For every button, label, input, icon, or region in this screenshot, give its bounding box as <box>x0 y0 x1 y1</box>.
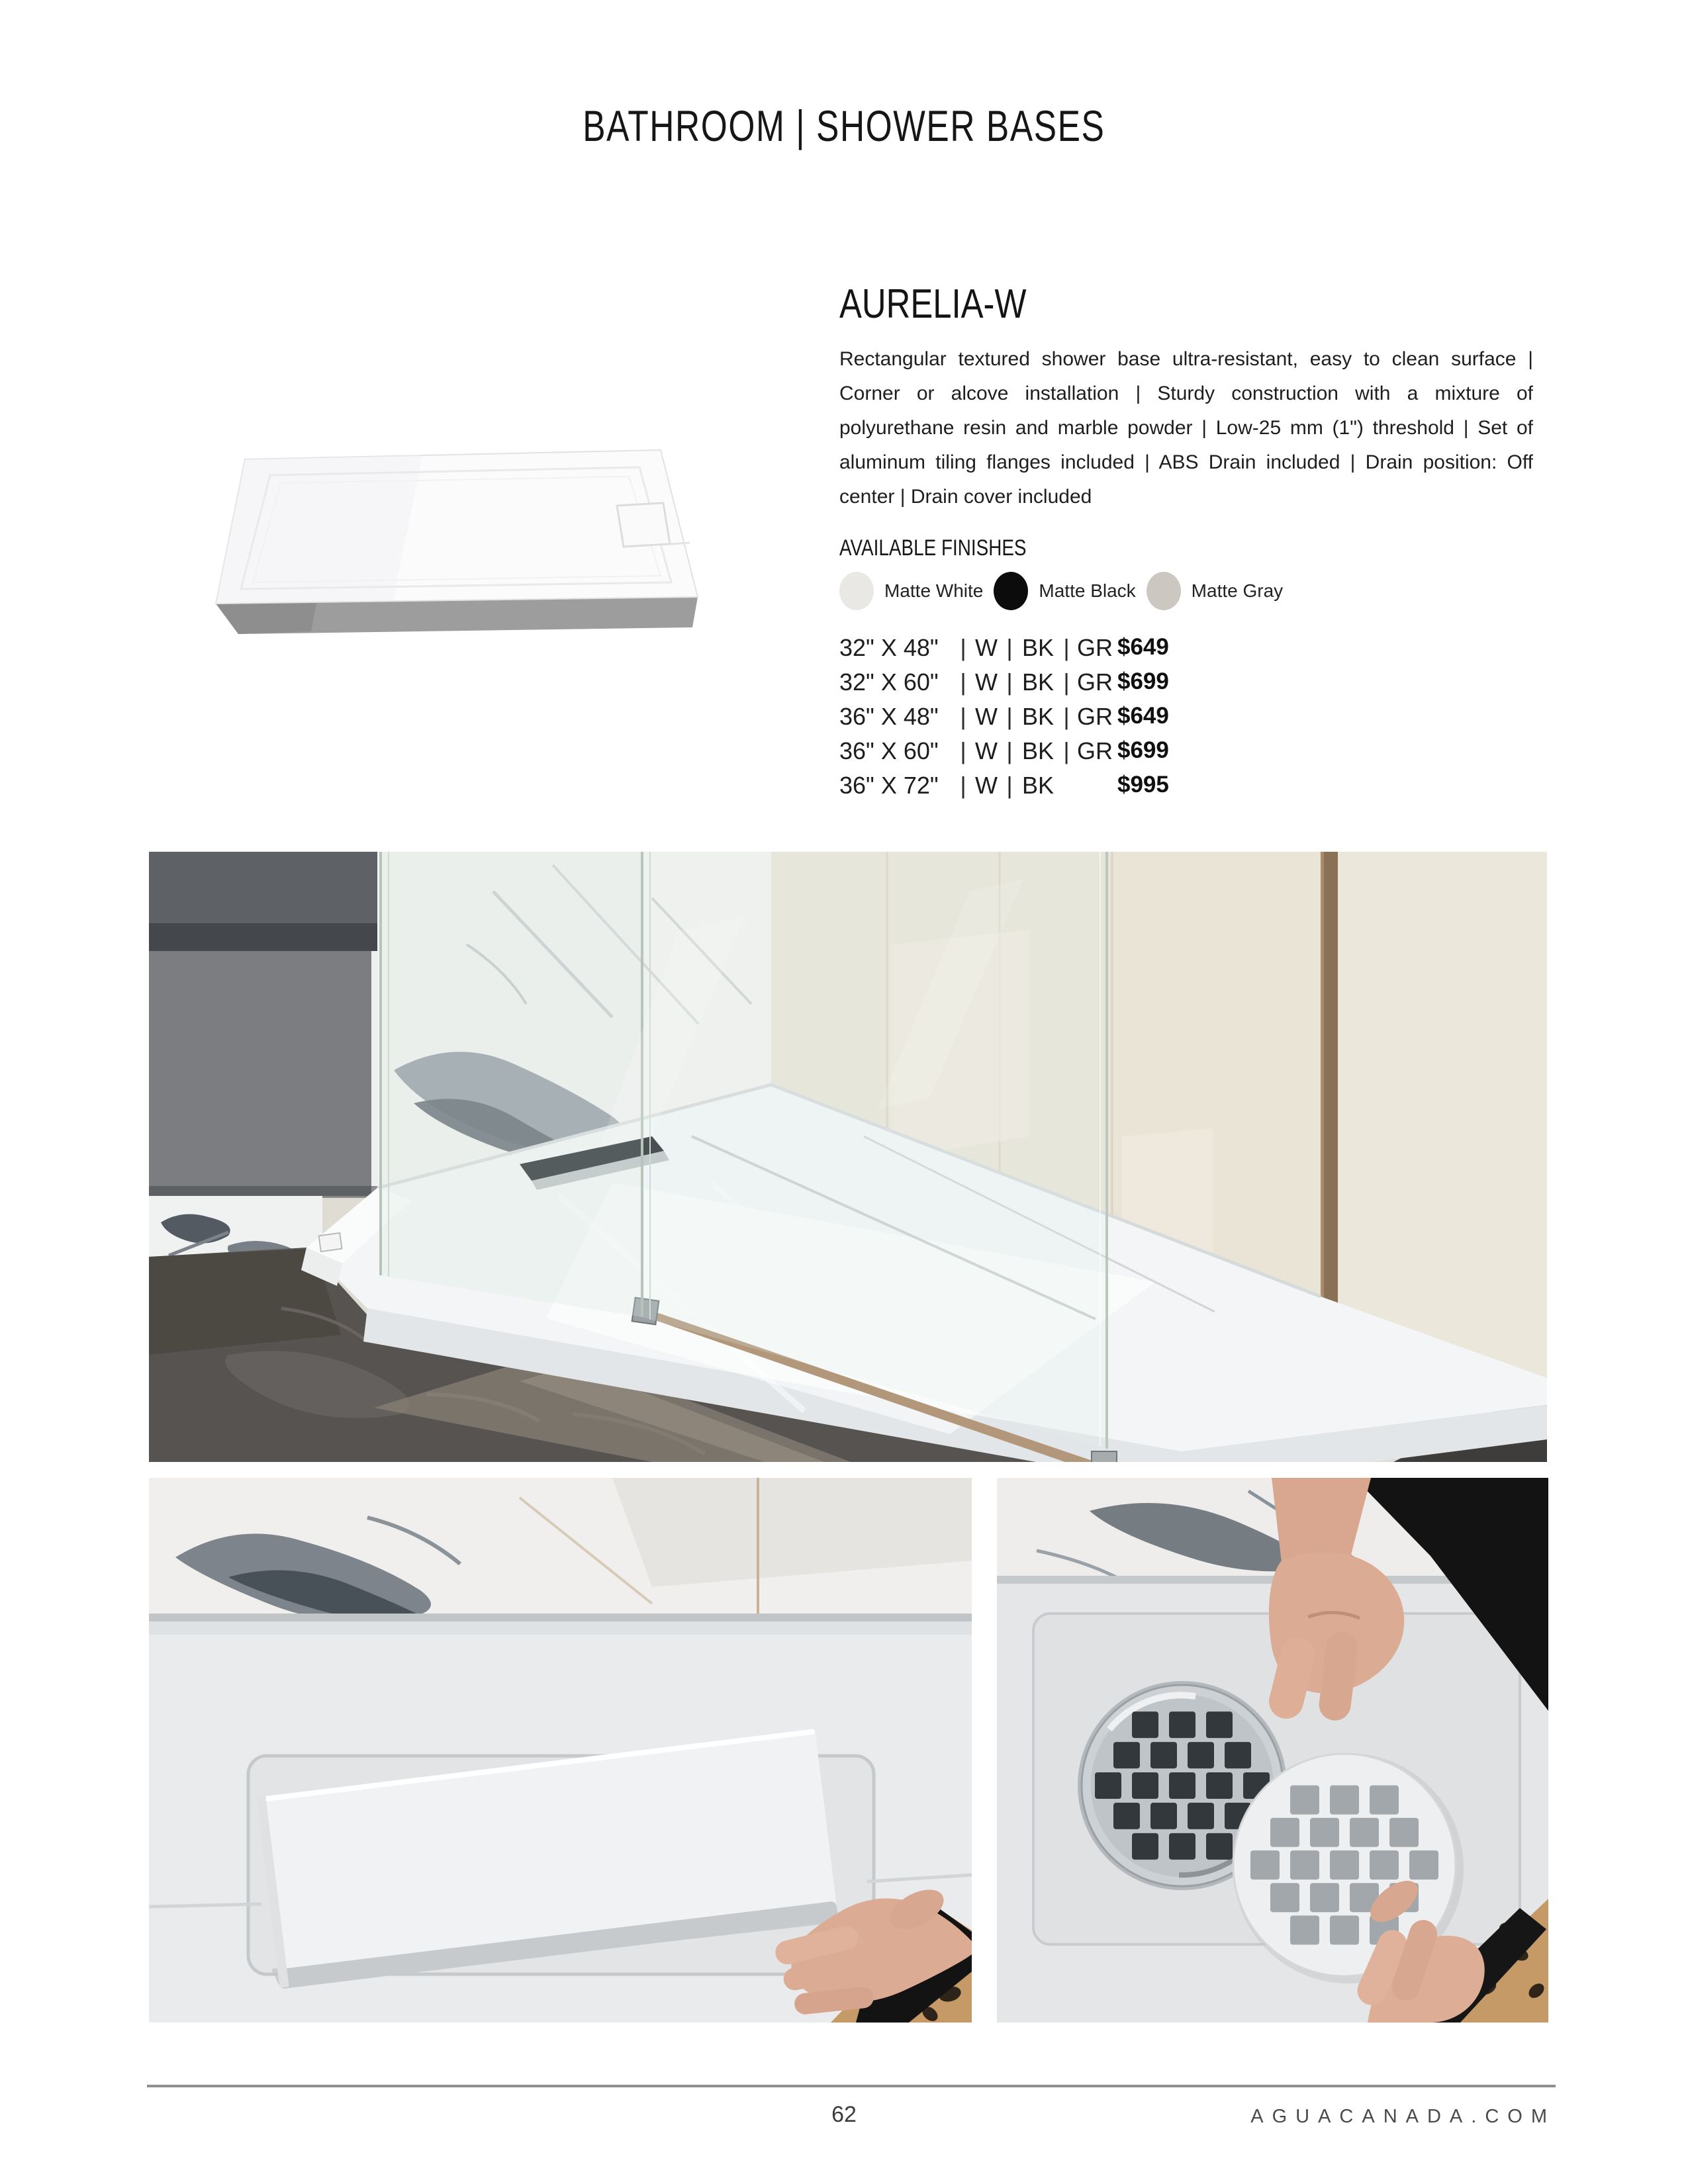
cabinet-edge-highlight <box>371 951 377 1196</box>
price-cell: $699 <box>1117 668 1169 694</box>
drain-grate-graphic <box>997 1478 1548 2023</box>
separator: | <box>960 737 966 764</box>
available-finishes-label <box>839 535 1561 561</box>
drain-hole <box>1389 1818 1419 1847</box>
drain-hole <box>1132 1711 1158 1738</box>
size-cell: 32" X 60" <box>839 668 939 696</box>
drain-grate-photo <box>997 1478 1548 2023</box>
product-info-panel <box>839 281 1561 806</box>
drain-cover-placement-photo <box>149 1478 972 2023</box>
finish-cell: GR <box>1077 703 1113 730</box>
separator: | <box>1063 703 1070 730</box>
footer-divider <box>147 2085 1556 2087</box>
size-cell: 32" X 48" <box>839 634 939 661</box>
separator: | <box>1006 737 1013 764</box>
glass-pane-left <box>381 852 642 1317</box>
drain-hole <box>1169 1833 1196 1860</box>
drain-hole <box>1113 1803 1140 1829</box>
drain-hole <box>1409 1850 1438 1880</box>
label-sticker <box>318 1233 342 1251</box>
finish-cell: W <box>975 668 998 696</box>
finish-swatch-label: Matte Gray <box>1191 580 1284 601</box>
finish-cell: BK <box>1021 668 1055 696</box>
finish-cell: W <box>975 772 998 799</box>
size-cell: 36" X 72" <box>839 772 939 799</box>
page-title-text: BATHROOM | SHOWER BASES <box>583 101 1105 150</box>
separator: | <box>960 668 966 696</box>
finish-cell: GR <box>1077 634 1113 661</box>
drain-hole <box>1206 1833 1233 1860</box>
finish-cell: BK <box>1021 772 1055 799</box>
finish-swatch-matte-gray <box>1147 572 1181 610</box>
separator: | <box>1006 772 1013 799</box>
available-finishes-text: AVAILABLE FINISHES <box>839 535 1027 561</box>
tray-drain-line <box>670 543 690 544</box>
right-wall <box>1338 852 1547 1378</box>
separator: | <box>1006 634 1013 661</box>
price-cell: $649 <box>1117 703 1169 729</box>
finish-cell: W <box>975 737 998 764</box>
drain-hole <box>1188 1742 1214 1768</box>
drain-hole <box>1310 1818 1339 1847</box>
separator: | <box>1063 634 1070 661</box>
drain-hole <box>1150 1803 1177 1829</box>
size-price-row <box>839 772 1561 806</box>
page-title <box>0 101 1688 151</box>
product-description: Rectangular textured shower base ultra-resistant, easy to clean surface | Corner or alcove installation | Sturdy construction with a mixture of polyurethane resin and marble powder | Low-25 mm (1") threshold | Set of aluminum tiling flanges included | ABS Drain included | Drain position: Off center | Drain cover included <box>839 348 1533 508</box>
thumbnail-shadow-dark <box>216 602 316 634</box>
finish-swatch-label: Matte White <box>884 580 984 601</box>
finish-cell: BK <box>1021 737 1055 764</box>
hero-installation-photo <box>149 852 1547 1462</box>
separator: | <box>960 772 966 799</box>
drain-hole <box>1370 1850 1399 1880</box>
size-cell: 36" X 60" <box>839 737 939 764</box>
finish-swatches <box>839 572 1561 610</box>
separator: | <box>1063 668 1070 696</box>
price-cell: $699 <box>1117 737 1169 763</box>
separator: | <box>1006 668 1013 696</box>
drain-hole <box>1330 1915 1359 1944</box>
drain-hole <box>1132 1772 1158 1799</box>
finish-cell: W <box>975 703 998 730</box>
drain-hole <box>1206 1711 1233 1738</box>
page-number: 62 <box>831 2102 857 2127</box>
price-cell: $649 <box>1117 634 1169 660</box>
finish-cell: W <box>975 634 998 661</box>
drain-hole <box>1206 1772 1233 1799</box>
drain-hole <box>1270 1818 1299 1847</box>
product-name <box>839 281 1561 328</box>
product-thumbnail-image <box>197 439 748 646</box>
size-price-row <box>839 703 1561 737</box>
drain-hole <box>1169 1711 1196 1738</box>
cabinet-lower-drawer <box>149 951 373 1196</box>
drain-hole <box>1169 1772 1196 1799</box>
size-price-row <box>839 634 1561 668</box>
finish-cell: GR <box>1077 668 1113 696</box>
drain-hole <box>1310 1883 1339 1912</box>
drain-hole <box>1350 1818 1379 1847</box>
drain-hole <box>1290 1915 1319 1944</box>
glass-clamp-hardware <box>1092 1451 1117 1462</box>
price-cell: $995 <box>1117 772 1169 797</box>
separator: | <box>960 703 966 730</box>
drain-hole <box>1330 1850 1359 1880</box>
drain-hole <box>1225 1742 1251 1768</box>
finish-cell: GR <box>1077 737 1113 764</box>
finish-cell: BK <box>1021 703 1055 730</box>
separator: | <box>1063 737 1070 764</box>
finish-swatch-matte-white <box>839 572 874 610</box>
drain-hole <box>1188 1803 1214 1829</box>
cover-placement-graphic <box>149 1478 972 2023</box>
separator: | <box>1006 703 1013 730</box>
cabinet-drawer-gap <box>149 923 377 951</box>
hero-photo-graphic <box>149 852 1547 1462</box>
drain-hole <box>1150 1742 1177 1768</box>
drain-hole <box>1132 1833 1158 1860</box>
tray-drain-cover <box>617 503 670 547</box>
bronze-frame-highlight <box>1321 852 1324 1318</box>
size-cell: 36" X 48" <box>839 703 939 730</box>
ledge <box>149 1621 972 1635</box>
finish-cell: BK <box>1021 634 1055 661</box>
size-price-table <box>839 634 1561 806</box>
size-price-row <box>839 668 1561 703</box>
drain-hole <box>1290 1786 1319 1815</box>
website-url: AGUACANADA.COM <box>1250 2106 1556 2127</box>
drain-hole <box>1330 1786 1359 1815</box>
drain-hole <box>1370 1786 1399 1815</box>
drain-hole <box>1095 1772 1121 1799</box>
finish-swatch-matte-black <box>994 572 1028 610</box>
drain-hole <box>1270 1883 1299 1912</box>
drain-hole <box>1290 1850 1319 1880</box>
product-name-text: AURELIA-W <box>839 281 1027 327</box>
size-price-row <box>839 737 1561 772</box>
finish-swatch-label: Matte Black <box>1039 580 1136 601</box>
ledge-shadow <box>149 1614 972 1621</box>
separator: | <box>960 634 966 661</box>
shower-base-thumbnail-graphic <box>197 439 748 646</box>
drain-hole <box>1113 1742 1140 1768</box>
drain-hole <box>1250 1850 1280 1880</box>
